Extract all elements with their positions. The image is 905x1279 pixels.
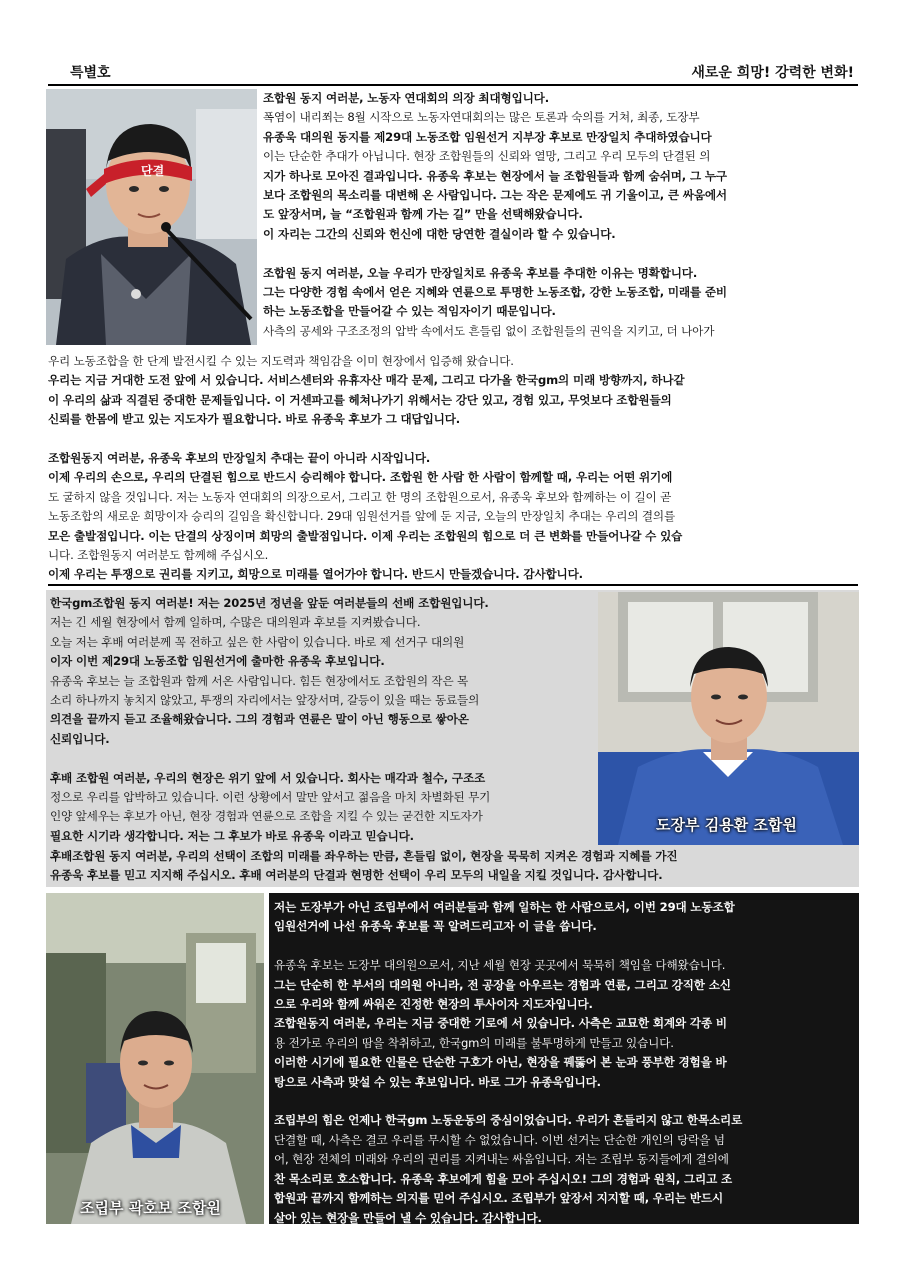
text-line: 살아 있는 현장을 만들어 낼 수 있습니다. 감사합니다. — [274, 1210, 542, 1225]
svg-text:단결: 단결 — [141, 164, 165, 178]
text-line: 유종욱 대의원 동지를 제29대 노동조합 임원선거 지부장 후보로 만장일치 추대하였습니다 — [263, 129, 712, 144]
text-line: 지가 하나로 모아진 결과입니다. 유종욱 후보는 현장에서 늘 조합원들과 함께 숨쉬며, 그 누구 — [263, 168, 727, 183]
photo-caption: 조립부 곽호보 조합원 — [80, 1199, 221, 1217]
text-line: 저는 긴 세월 현장에서 함께 일하며, 수많은 대의원과 후보를 지켜봤습니다. — [50, 615, 421, 630]
text-line: 이 자리는 그간의 신뢰와 헌신에 대한 당연한 결실이라 할 수 있습니다. — [263, 226, 616, 241]
assembly-member-letter — [274, 898, 856, 1228]
photo-caption: 도장부 김용환 조합원 — [656, 816, 797, 834]
text-line: 사측의 공세와 구조조정의 압박 속에서도 흔들림 없이 조합원들의 권익을 지키고, 더 나아가 — [263, 323, 715, 338]
text-line: 이는 단순한 추대가 아닙니다. 현장 조합원들의 신뢰와 열망, 그리고 우리 모두의 단결된 의 — [263, 149, 711, 164]
text-line: 조합원동지 여러분, 유종욱 후보의 만장일치 추대는 끝이 아니라 시작입니다. — [48, 451, 431, 466]
text-line: 어, 현장 전체의 미래와 우리의 권리를 지켜내는 싸움입니다. 저는 조립부 동지들에게 결의에 — [274, 1152, 729, 1167]
text-line: 조립부의 힘은 언제나 한국gm 노동운동의 중심이었습니다. 우리가 흔들리지 않고 한목소리로 — [274, 1113, 743, 1128]
text-line — [48, 430, 858, 449]
text-line: 모은 출발점입니다. 이는 단결의 상징이며 희망의 출발점입니다. 이제 우리는 조합원의 힘으로 더 큰 변화를 만들어나갈 수 있습 — [48, 528, 683, 543]
text-line: 이자 이번 제29대 노동조합 임원선거에 출마한 유종욱 후보입니다. — [50, 654, 385, 669]
text-line — [263, 244, 858, 263]
text-line: 필요한 시기라 생각합니다. 저는 그 후보가 바로 유종욱 이라고 믿습니다. — [50, 828, 414, 843]
text-line: 으로 우리와 함께 싸워온 진정한 현장의 투사이자 지도자입니다. — [274, 997, 593, 1012]
text-line: 오늘 저는 후배 여러분께 꼭 전하고 싶은 한 사람이 있습니다. 바로 제 선거구 대의원 — [50, 634, 465, 649]
text-line: 유종욱 후보를 믿고 지지해 주십시오. 후배 여러분의 단결과 현명한 선택이 우리 모두의 내일을 지킬 것입니다. 감사합니다. — [50, 868, 663, 883]
text-line: 하는 노동조합을 만들어갈 수 있는 적임자이기 때문입니다. — [263, 304, 556, 319]
slogan: 새로운 희망! 강력한 변화! — [691, 65, 854, 81]
text-line: 의견을 끝까지 듣고 조율해왔습니다. 그의 경험과 연륜은 말이 아닌 행동으로 쌓아온 — [50, 712, 469, 727]
senior-member-closing — [50, 847, 855, 886]
text-line: 이제 우리의 손으로, 우리의 단결된 힘으로 반드시 승리해야 합니다. 조합원 한 사람 한 사람이 함께할 때, 우리는 어떤 위기에 — [48, 470, 673, 485]
text-line: 조합원 동지 여러분, 오늘 우리가 만장일치로 유종욱 후보를 추대한 이유는 명확합니다. — [263, 265, 698, 280]
text-line: 우리는 지금 거대한 도전 앞에 서 있습니다. 서비스센터와 유휴자산 매각 문제, 그리고 다가올 한국gm의 미래 방향까지, 하나같 — [48, 373, 685, 388]
text-line: 유종욱 후보는 늘 조합원과 함께 서온 사람입니다. 힘든 현장에서도 조합원의 작은 목 — [50, 673, 469, 688]
text-line: 도 굴하지 않을 것입니다. 저는 노동자 연대회의 의장으로서, 그리고 한 명의 조합원으로서, 유종욱 후보와 함께하는 이 길이 곧 — [48, 489, 672, 504]
text-line: 탕으로 사측과 맞설 수 있는 후보입니다. 바로 그가 유종욱입니다. — [274, 1074, 601, 1089]
text-line: 우리 노동조합을 한 단계 발전시킬 수 있는 지도력과 책임감을 이미 현장에서 입증해 왔습니다. — [48, 354, 514, 368]
text-line: 그는 다양한 경험 속에서 얻은 지혜와 연륜으로 투명한 노동조합, 강한 노동조합, 미래를 준비 — [263, 285, 727, 300]
text-line: 그는 단순히 한 부서의 대의원 아니라, 전 공장을 아우르는 경험과 연륜, 그리고 강직한 소신 — [274, 977, 731, 992]
text-line — [50, 749, 595, 768]
section-divider — [48, 584, 858, 586]
text-line: 찬 목소리로 호소합니다. 유종욱 후보에게 힘을 모아 주십시오! 그의 경험과 원칙, 그리고 조 — [274, 1171, 733, 1186]
issue-label: 특별호 — [70, 65, 111, 81]
text-line: 이제 우리는 투쟁으로 권리를 지키고, 희망으로 미래를 열어가야 합니다. 반드시 만들겠습니다. 감사합니다. — [48, 567, 583, 582]
text-line: 폭염이 내리쬐는 8월 시작으로 노동자연대회의는 많은 토론과 숙의를 거쳐, 최종, 도장부 — [263, 110, 700, 125]
text-line: 용 전가로 우리의 땀을 착취하고, 한국gm의 미래를 불투명하게 만들고 있습니다. — [274, 1035, 674, 1050]
text-line: 이 우리의 삶과 직결된 중대한 문제들입니다. 이 거센파고를 헤쳐나가기 위해서는 강단 있고, 경험 있고, 무엇보다 조합원들의 — [48, 392, 672, 407]
newsletter-header — [48, 62, 858, 84]
text-line: 임원선거에 나선 유종욱 후보를 꼭 알려드리고자 이 글을 씁니다. — [274, 919, 597, 934]
text-line: 단결할 때, 사측은 결코 우리를 무시할 수 없었습니다. 이번 선거는 단순한 개인의 당락을 넘 — [274, 1132, 725, 1147]
text-line: 한국gm조합원 동지 여러분! 저는 2025년 정년을 앞둔 여러분들의 선배 조합원입니다. — [50, 596, 489, 610]
text-line: 후배 조합원 여러분, 우리의 현장은 위기 앞에 서 있습니다. 회사는 매각과 철수, 구조조 — [50, 770, 486, 785]
text-line: 신뢰입니다. — [50, 731, 110, 746]
text-line: 도 앞장서며, 늘 “조합원과 함께 가는 길” 만을 선택해왔습니다. — [263, 207, 583, 222]
text-line: 저는 도장부가 아닌 조립부에서 여러분들과 함께 일하는 한 사람으로서, 이번 29대 노동조합 — [274, 900, 735, 914]
header-rule — [48, 84, 858, 86]
text-line — [274, 1092, 856, 1111]
endorsement-letter-intro — [263, 89, 858, 341]
text-line: 정으로 우리를 압박하고 있습니다. 이런 상황에서 말만 앞서고 젊음을 마치 차별화된 무기 — [50, 790, 491, 805]
text-line: 조합원 동지 여러분, 노동자 연대회의 의장 최대형입니다. — [263, 91, 549, 105]
text-line: 유종욱 후보는 도장부 대의원으로서, 지난 세월 현장 곳곳에서 묵묵히 책임을 다해왔습니다. — [274, 958, 726, 973]
senior-member-letter — [50, 594, 595, 846]
endorsement-letter-body — [48, 352, 858, 585]
text-line: 소리 하나까지 놓치지 않았고, 투쟁의 자리에서는 앞장서며, 갈등이 있을 때는 동료들의 — [50, 693, 480, 708]
text-line: 노동조합의 새로운 희망이자 승리의 길임을 확신합니다. 29대 임원선거를 앞에 둔 지금, 오늘의 만장일치 추대는 우리의 결의를 — [48, 509, 676, 524]
text-line: 이러한 시기에 필요한 인물은 단순한 구호가 아닌, 현장을 꿰뚫어 본 눈과 풍부한 경험을 바 — [274, 1055, 727, 1070]
speaker-photo — [46, 89, 257, 345]
text-line: 보다 조합원의 목소리를 대변해 온 사람입니다. 그는 작은 문제에도 귀 기울이고, 큰 싸움에서 — [263, 188, 727, 203]
text-line — [274, 937, 856, 956]
text-line: 후배조합원 동지 여러분, 우리의 선택이 조합의 미래를 좌우하는 만큼, 흔들림 없이, 현장을 묵묵히 지켜온 경험과 지혜를 가진 — [50, 849, 678, 863]
senior-member-photo — [598, 592, 859, 845]
text-line: 조합원동지 여러분, 우리는 지금 중대한 기로에 서 있습니다. 사측은 교묘한 회계와 각종 비 — [274, 1016, 727, 1031]
text-line: 인양 앞세우는 후보가 아닌, 현장 경험과 연륜으로 조합을 지킬 수 있는 굳건한 지도자가 — [50, 809, 483, 824]
assembly-member-photo — [46, 893, 264, 1224]
text-line: 신뢰를 한몸에 받고 있는 지도자가 필요합니다. 바로 유종욱 후보가 그 대답입니다. — [48, 412, 461, 427]
text-line: 니다. 조합원동지 여러분도 함께해 주십시오. — [48, 548, 269, 563]
text-line: 합원과 끝까지 함께하는 의지를 믿어 주십시오. 조립부가 앞장서 지지할 때, 우리는 반드시 — [274, 1191, 724, 1206]
